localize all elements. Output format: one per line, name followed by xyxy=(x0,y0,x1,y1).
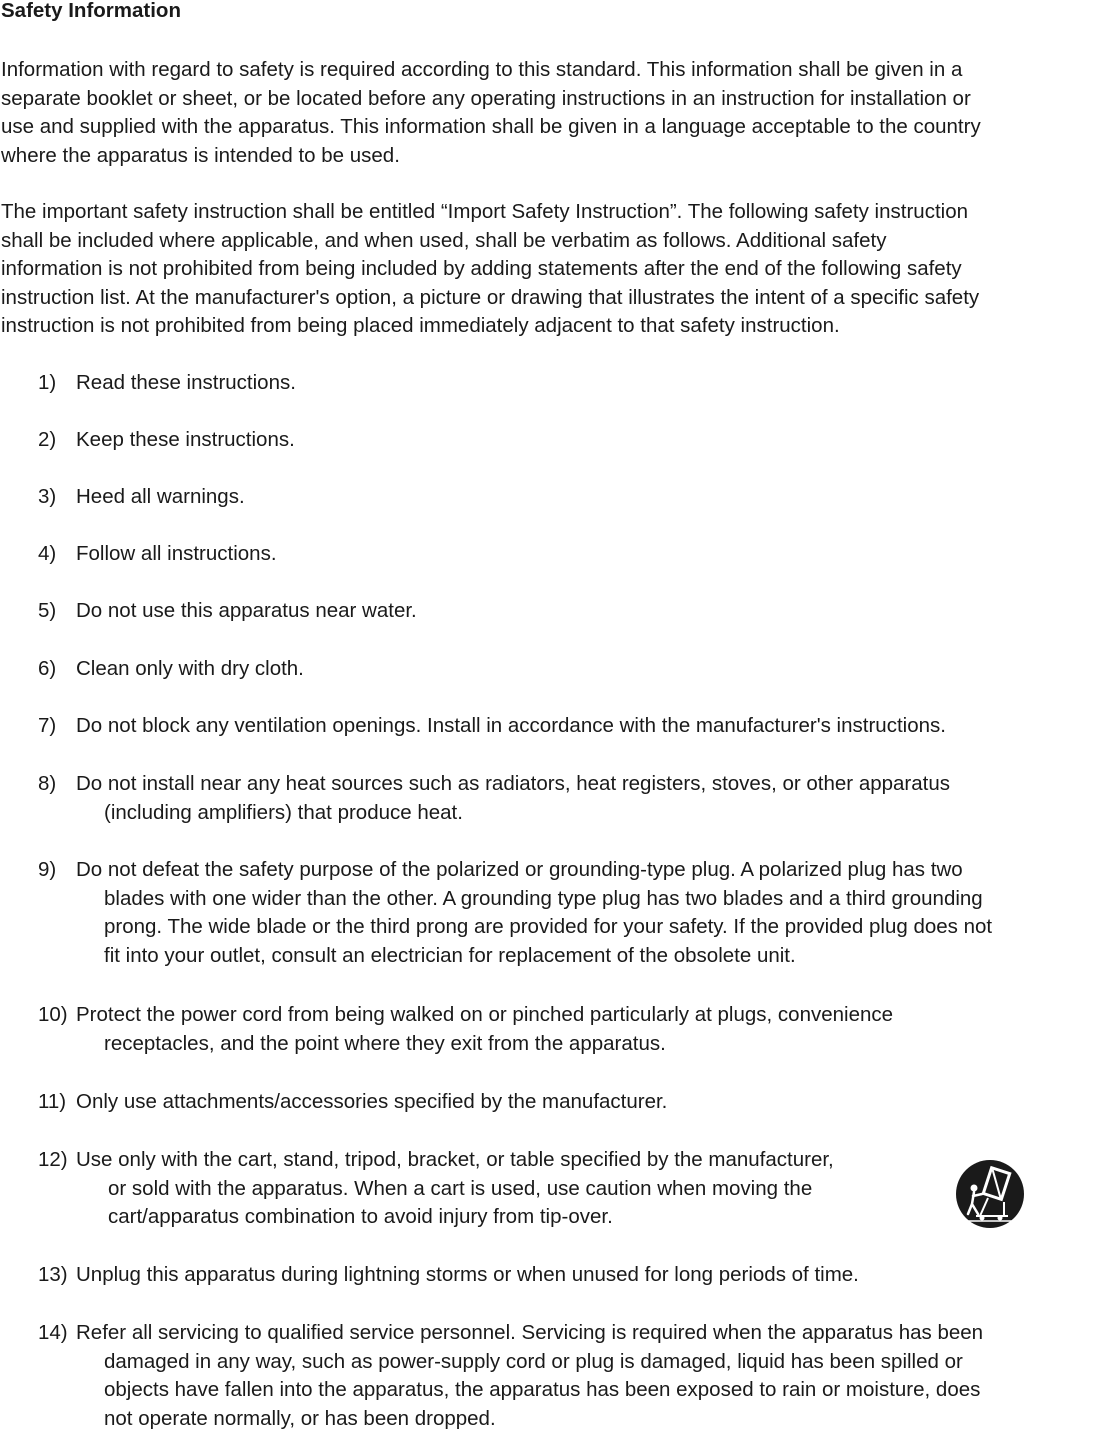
item-text: Use only with the cart, stand, tripod, bracket, or table specified by the manufacturer, xyxy=(76,1148,834,1171)
important-line: shall be included where applicable, and when used, shall be verbatim as follows. Additional safety xyxy=(1,228,887,252)
item-text: Protect the power cord from being walked on or pinched particularly at plugs, convenience xyxy=(76,1003,894,1026)
item-number: 8) xyxy=(38,772,57,795)
item-number: 7) xyxy=(38,714,57,737)
item-text-continued: not operate normally, or has been dropped. xyxy=(104,1406,496,1430)
item-text: Follow all instructions. xyxy=(76,542,277,565)
item-number: 13) xyxy=(38,1263,68,1286)
item-number: 2) xyxy=(38,428,57,451)
item-text-continued: fit into your outlet, consult an electrician for replacement of the obsolete unit. xyxy=(104,943,796,967)
item-text: Read these instructions. xyxy=(76,371,296,394)
intro-line: use and supplied with the apparatus. This information shall be given in a language acceptable to the country xyxy=(1,115,981,139)
item-text: Do not defeat the safety purpose of the polarized or grounding-type plug. A polarized plug has two xyxy=(76,858,963,881)
important-line: information is not prohibited from being included by adding statements after the end of the following safety xyxy=(1,257,962,281)
item-text-continued: objects have fallen into the apparatus, the apparatus has been exposed to rain or moisture, does xyxy=(104,1378,981,1402)
item-text: Clean only with dry cloth. xyxy=(76,657,304,680)
item-text: Refer all servicing to qualified service personnel. Servicing is required when the apparatus has been xyxy=(76,1321,984,1344)
item-number: 6) xyxy=(38,657,57,680)
important-paragraph xyxy=(1,198,1096,341)
item-text: Unplug this apparatus during lightning storms or when unused for long periods of time. xyxy=(76,1263,859,1286)
intro-line: separate booklet or sheet, or be located before any operating instructions in an instruction for installation or xyxy=(1,86,971,110)
item-text: Only use attachments/accessories specified by the manufacturer. xyxy=(76,1090,668,1113)
item-number: 4) xyxy=(38,542,57,565)
item-text-continued: receptacles, and the point where they exit from the apparatus. xyxy=(104,1031,666,1055)
page-title: Safety Information xyxy=(1,0,181,22)
item-number: 12) xyxy=(38,1148,68,1171)
item-number: 5) xyxy=(38,599,57,622)
intro-line: where the apparatus is intended to be used. xyxy=(1,143,400,167)
important-line: instruction is not prohibited from being placed immediately adjacent to that safety instruction. xyxy=(1,314,840,338)
item-text-continued: damaged in any way, such as power-supply cord or plug is damaged, liquid has been spilled or xyxy=(104,1349,963,1373)
item-text-continued: cart/apparatus combination to avoid injury from tip-over. xyxy=(108,1205,613,1229)
important-line: instruction list. At the manufacturer's option, a picture or drawing that illustrates the intent of a specific safety xyxy=(1,285,980,309)
cart-tip-over-warning-icon xyxy=(954,1158,1026,1230)
item-number: 3) xyxy=(38,485,57,508)
item-number: 10) xyxy=(38,1003,68,1026)
item-number: 9) xyxy=(38,858,57,881)
item-number: 14) xyxy=(38,1321,68,1344)
item-text-continued: blades with one wider than the other. A grounding type plug has two blades and a third grounding xyxy=(104,886,983,910)
important-line: The important safety instruction shall be entitled “Import Safety Instruction”. The following safety instruction xyxy=(1,200,968,223)
item-text: Keep these instructions. xyxy=(76,428,295,451)
item-number: 11) xyxy=(38,1090,67,1113)
item-text-continued: prong. The wide blade or the third prong are provided for your safety. If the provided plug does not xyxy=(104,915,993,939)
item-text: Do not install near any heat sources such as radiators, heat registers, stoves, or other apparatus xyxy=(76,772,950,795)
item-text: Heed all warnings. xyxy=(76,485,245,508)
item-text-continued: or sold with the apparatus. When a cart is used, use caution when moving the xyxy=(108,1176,813,1200)
item-text: Do not use this apparatus near water. xyxy=(76,599,417,622)
item-number: 1) xyxy=(38,371,57,394)
item-text-continued: (including amplifiers) that produce heat. xyxy=(104,800,463,824)
item-text: Do not block any ventilation openings. Install in accordance with the manufacturer's instructions. xyxy=(76,714,946,737)
intro-line: Information with regard to safety is required according to this standard. This information shall be given in a xyxy=(1,58,963,81)
intro-paragraph xyxy=(1,56,1096,170)
